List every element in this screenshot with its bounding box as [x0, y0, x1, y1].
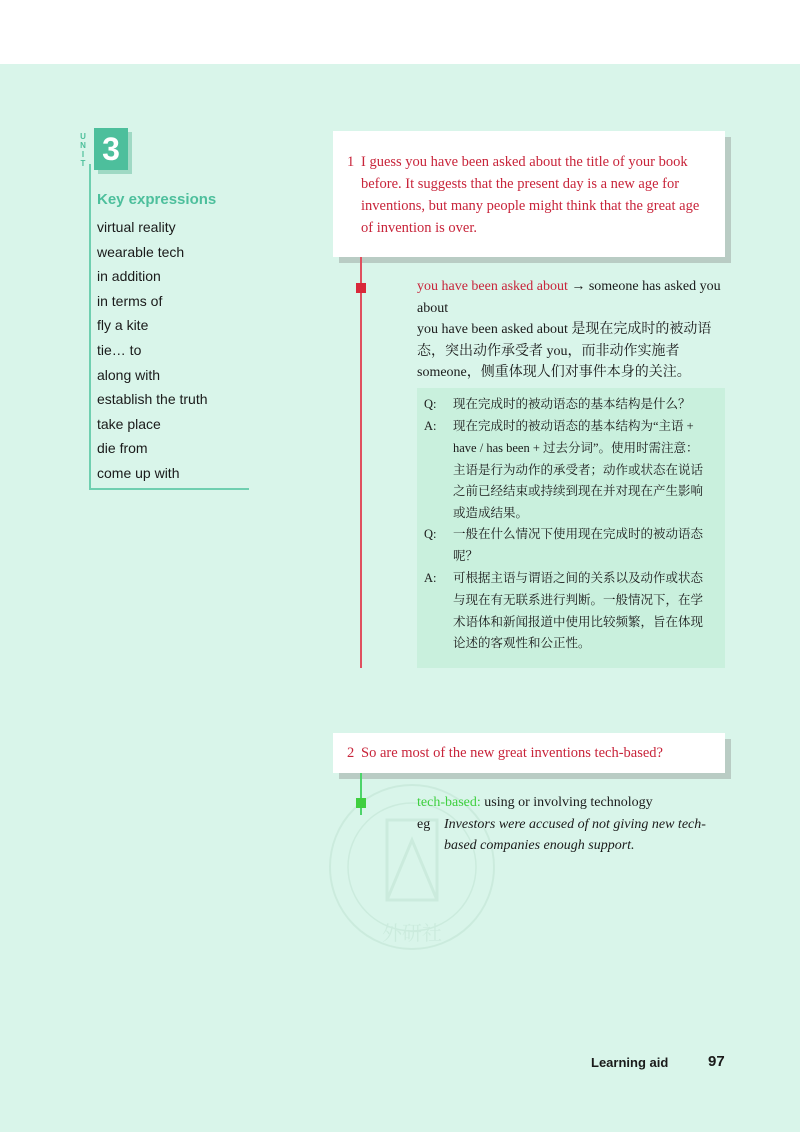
arrow-icon: →	[571, 279, 586, 294]
qa-box	[417, 388, 725, 668]
note-1-marker	[356, 283, 366, 293]
key-expression-item: in terms of	[97, 292, 163, 309]
note-1-rule	[360, 257, 362, 668]
unit-label	[77, 132, 89, 168]
key-expressions-title: Key expressions	[97, 191, 217, 208]
note-1-explanation	[417, 276, 727, 384]
key-expression-item: wearable tech	[97, 243, 185, 260]
note-quote: I guess you have been asked about the title of your book before. It suggests that the present day is a new age for inventions, but many people might think that the great age of invention is over.	[361, 154, 700, 236]
example-label: eg	[417, 816, 431, 832]
note-number: 2	[347, 745, 355, 761]
note-card-2	[333, 733, 725, 773]
example-row	[417, 814, 727, 857]
key-expression-item: establish the truth	[97, 391, 208, 408]
note-2-explanation	[417, 792, 727, 857]
sidebar-rule	[89, 164, 91, 490]
page-number: 97	[708, 1053, 725, 1070]
qa-text: 一般在什么情况下使用现在完成时的被动语态呢？	[453, 527, 704, 563]
note-quote: So are most of the new great inventions tech-based?	[361, 745, 663, 761]
qa-label: A:	[424, 419, 437, 433]
note-card-1	[333, 131, 725, 257]
key-expression-item: come up with	[97, 464, 180, 481]
key-expression-item: in addition	[97, 268, 161, 285]
qa-label: A:	[424, 571, 437, 585]
unit-number-badge: 3	[94, 128, 128, 170]
watermark-text: 外研社	[382, 921, 442, 945]
qa-label: Q:	[424, 397, 437, 411]
key-expression-item: fly a kite	[97, 317, 149, 334]
phrase: you have been asked about	[417, 279, 568, 294]
footer-section-label: Learning aid	[591, 1055, 669, 1070]
vocab-definition: using or involving technology	[484, 795, 653, 810]
grammar-explanation: you have been asked about 是现在完成时的被动语态，突出动作承受者 you，而非动作实施者 someone，侧重体现人们对事件本身的关注。	[417, 322, 712, 380]
qa-text: 可根据主语与谓语之间的关系以及动作或状态与现在有无联系进行判断。一般情况下，在学术语体和新闻报道中使用比较频繁，旨在体现论述的客观性和公正性。	[453, 571, 704, 651]
key-expression-item: take place	[97, 415, 161, 432]
key-expression-item: virtual reality	[97, 219, 176, 235]
qa-text: 现在完成时的被动语态的基本结构是什么？	[453, 397, 691, 411]
note-number: 1	[347, 154, 355, 170]
key-expressions-list	[97, 217, 208, 488]
vocab-term: tech-based:	[417, 795, 481, 810]
qa-text: 现在完成时的被动语态的基本结构为“主语 + have / has been + 过去分词”。使用时需注意：主语是行为动作的承受者；动作或状态在说话之前已经结束或持续到现在并对现在产生影响或造成结果。	[453, 419, 704, 521]
unit-label-text: U N I T	[80, 132, 86, 168]
note-2-rule	[360, 773, 362, 815]
qa-label: Q:	[424, 527, 437, 541]
key-expression-item: along with	[97, 366, 161, 383]
sidebar-bottom-rule	[89, 488, 249, 490]
key-expression-item: die from	[97, 440, 148, 457]
paraphrase: someone has asked you about	[417, 279, 721, 316]
key-expression-item: tie… to	[97, 341, 142, 358]
note-2-marker	[356, 798, 366, 808]
example-sentence: Investors were accused of not giving new tech-based companies enough support.	[444, 816, 706, 853]
